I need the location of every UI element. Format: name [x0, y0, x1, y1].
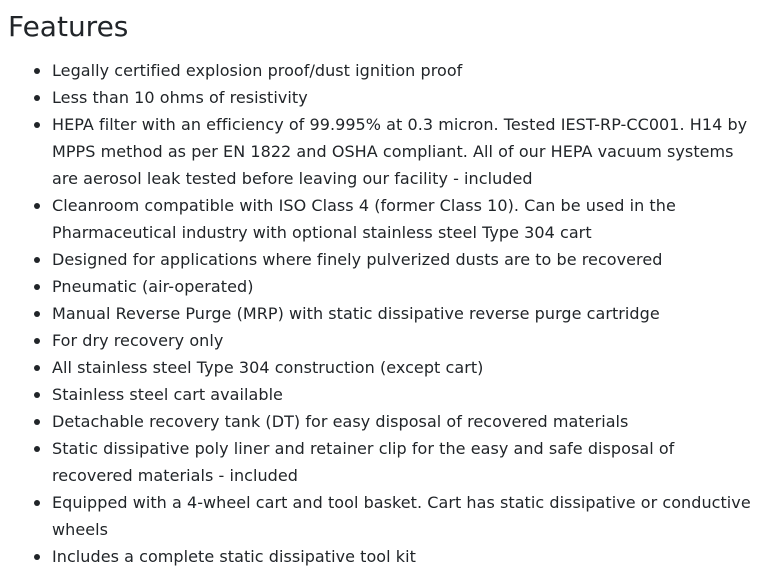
list-item [52, 111, 752, 192]
list-item [52, 489, 752, 543]
list-item-text: Pneumatic (air-operated) [52, 277, 254, 296]
bullet-icon [34, 500, 40, 506]
bullet-icon [34, 338, 40, 344]
list-item-text: Detachable recovery tank (DT) for easy disposal of recovered materials [52, 412, 629, 431]
list-item [52, 543, 752, 570]
list-item [52, 300, 752, 327]
bullet-icon [34, 392, 40, 398]
list-item [52, 192, 752, 246]
list-item [52, 435, 752, 489]
bullet-icon [34, 122, 40, 128]
bullet-icon [34, 446, 40, 452]
list-item-text: HEPA filter with an efficiency of 99.995% at 0.3 micron. Tested IEST-RP-CC001. H14 by MPPS method as per EN 1822 and OSHA compliant. All of our HEPA vacuum systems are aerosol leak tested before leaving our facility - included [52, 115, 748, 188]
list-item-text: Manual Reverse Purge (MRP) with static dissipative reverse purge cartridge [52, 304, 660, 323]
list-item-text: Legally certified explosion proof/dust ignition proof [52, 61, 463, 80]
list-item-text: Includes a complete static dissipative tool kit [52, 547, 416, 566]
list-item [52, 381, 752, 408]
list-item [52, 273, 752, 300]
bullet-icon [34, 203, 40, 209]
bullet-icon [34, 419, 40, 425]
list-item-text: Less than 10 ohms of resistivity [52, 88, 308, 107]
list-item [52, 246, 752, 273]
bullet-icon [34, 554, 40, 560]
bullet-icon [34, 68, 40, 74]
features-heading: Features [8, 10, 129, 43]
list-item-text: Equipped with a 4-wheel cart and tool basket. Cart has static dissipative or conductive wheels [52, 493, 751, 539]
list-item [52, 57, 752, 84]
list-item-text: Stainless steel cart available [52, 385, 283, 404]
list-item-text: Cleanroom compatible with ISO Class 4 (former Class 10). Can be used in the Pharmaceutical industry with optional stainless steel Type 304 cart [52, 196, 676, 242]
bullet-icon [34, 365, 40, 371]
list-item-text: All stainless steel Type 304 construction (except cart) [52, 358, 484, 377]
list-item-text: Static dissipative poly liner and retainer clip for the easy and safe disposal of recovered materials - included [52, 439, 675, 485]
bullet-icon [34, 311, 40, 317]
bullet-icon [34, 95, 40, 101]
list-item-text: For dry recovery only [52, 331, 224, 350]
list-item [52, 408, 752, 435]
list-item [52, 84, 752, 111]
list-item-text: Designed for applications where finely pulverized dusts are to be recovered [52, 250, 663, 269]
list-item [52, 354, 752, 381]
bullet-icon [34, 257, 40, 263]
list-item [52, 327, 752, 354]
bullet-icon [34, 284, 40, 290]
features-list [8, 57, 752, 570]
